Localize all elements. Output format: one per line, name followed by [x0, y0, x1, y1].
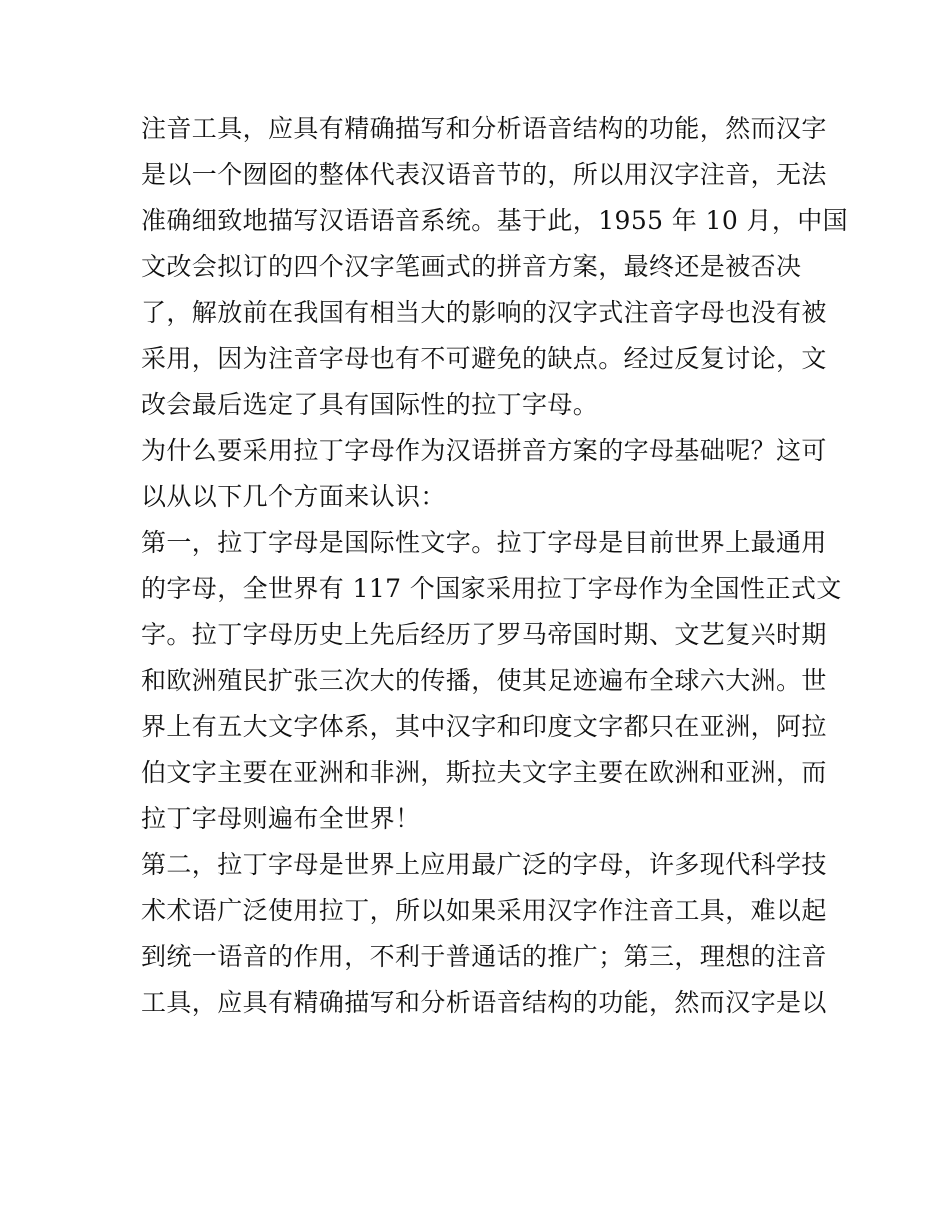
text-line: 界上有五大文字体系，其中汉字和印度文字都只在亚洲，阿拉 [141, 712, 827, 741]
text-line: 伯文字主要在亚洲和非洲，斯拉夫文字主要在欧洲和亚洲，而 [141, 758, 827, 787]
text-line: 准确细致地描写汉语语音系统。基于此，1955 年 10 月，中国 [141, 206, 849, 235]
text-line: 第一，拉丁字母是国际性文字。拉丁字母是目前世界上最通用 [141, 528, 827, 557]
text-line: 采用，因为注音字母也有不可避免的缺点。经过反复讨论，文 [141, 344, 827, 373]
text-line: 术术语广泛使用拉丁，所以如果采用汉字作注音工具，难以起 [141, 896, 827, 925]
text-line: 拉丁字母则遍布全世界！ [141, 804, 421, 833]
text-line: 文改会拟订的四个汉字笔画式的拼音方案，最终还是被否决 [141, 252, 802, 281]
text-line: 为什么要采用拉丁字母作为汉语拼音方案的字母基础呢？这可 [141, 436, 827, 465]
text-line: 字。拉丁字母历史上先后经历了罗马帝国时期、文艺复兴时期 [141, 620, 827, 649]
text-line: 的字母，全世界有 117 个国家采用拉丁字母作为全国性正式文 [141, 574, 842, 603]
text-line: 以从以下几个方面来认识： [141, 482, 446, 511]
text-line: 到统一语音的作用，不利于普通话的推广；第三，理想的注音 [141, 942, 827, 971]
text-line: 了，解放前在我国有相当大的影响的汉字式注音字母也没有被 [141, 298, 827, 327]
text-line: 是以一个囫囵的整体代表汉语音节的，所以用汉字注音，无法 [141, 160, 827, 189]
text-line: 工具，应具有精确描写和分析语音结构的功能，然而汉字是以 [141, 988, 827, 1017]
text-line: 改会最后选定了具有国际性的拉丁字母。 [141, 390, 599, 419]
body-text [141, 106, 849, 1026]
text-line: 和欧洲殖民扩张三次大的传播，使其足迹遍布全球六大洲。世 [141, 666, 827, 695]
text-line: 第二，拉丁字母是世界上应用最广泛的字母，许多现代科学技 [141, 850, 827, 879]
text-line: 注音工具，应具有精确描写和分析语音结构的功能，然而汉字 [141, 114, 827, 143]
